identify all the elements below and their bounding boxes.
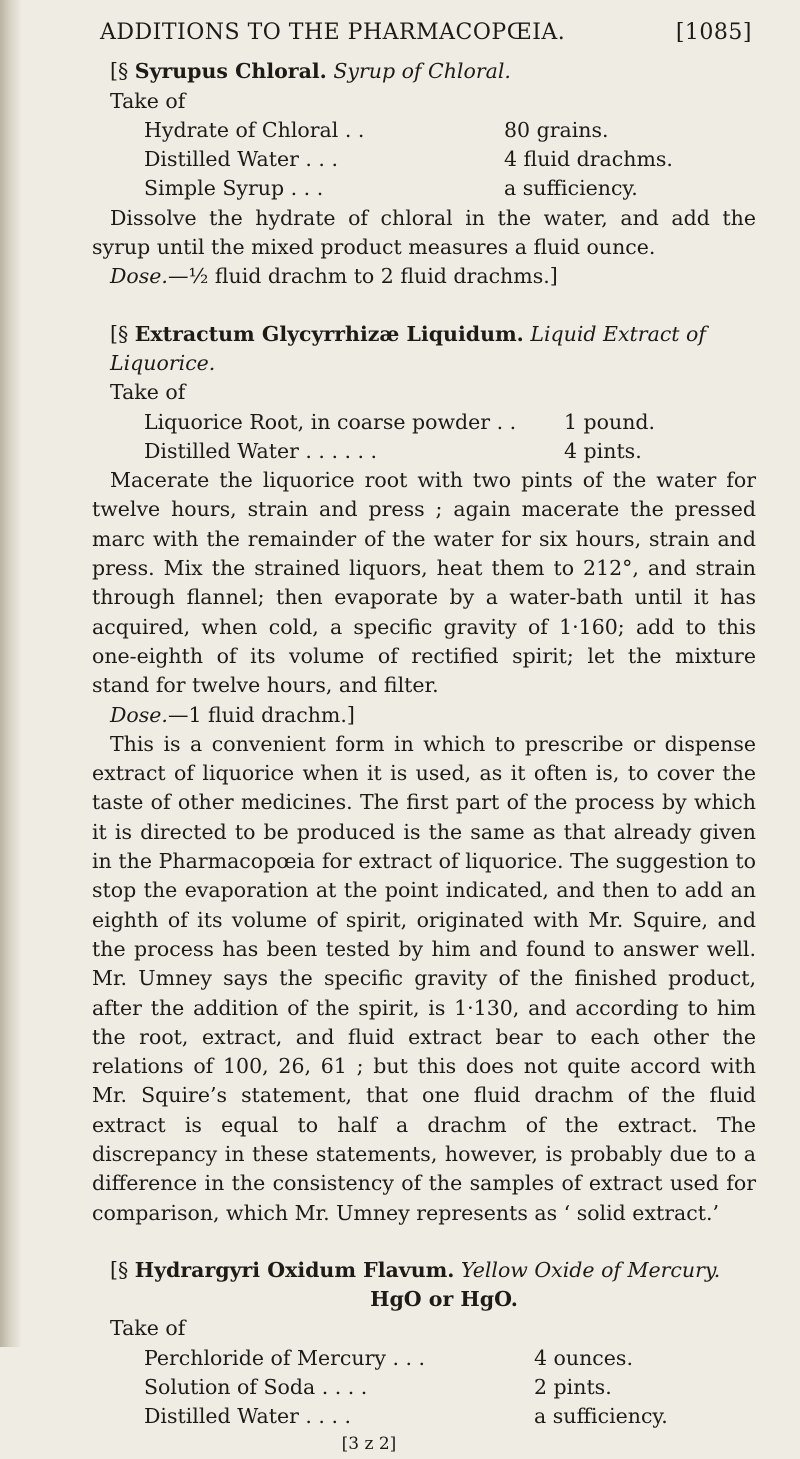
latin-name: Syrupus Chloral. [134, 59, 327, 84]
dose-text: —1 fluid drachm.] [167, 702, 355, 727]
ingredient-name: Distilled Water . . . [144, 147, 338, 172]
entry-heading [92, 320, 756, 379]
dose [92, 701, 756, 730]
running-head [92, 18, 756, 47]
ingredient-quantity: 4 fluid drachms. [504, 147, 673, 172]
ingredient-quantity: 4 pints. [564, 438, 642, 463]
ingredient-row [92, 1373, 756, 1402]
ingredient-quantity: 4 ounces. [534, 1345, 633, 1370]
commentary: This is a convenient form in which to prescribe or dispense extract of liquorice when it is used, as it often is, to cover the taste of other medicines. The first part of the process by which it is directed to be produced is the same as that already given in the Pharmacopœia for extract of liquorice. The suggestion to stop the evaporation at the point indicated, and then to add an eighth of its volume of spirit, originated with Mr. Squire, and the process has been tested by him and found to answer well. Mr. Umney says the specific gravity of the finished product, after the addition of the spirit, is 1·130, and according to him the root, extract, and fluid extract bear to each other the relations of 100, 26, 61 ; but this does not quite accord with Mr. Squire’s statement, that one fluid drachm of the fluid extract is equal to half a drachm of the extract. The discrepancy in these statements, however, is probably due to a difference in the consistency of the samples of extract used for comparison, which Mr. Umney represents as ‘ solid extract.’ [92, 731, 756, 1225]
ingredient-name: Distilled Water . . . . . . [144, 438, 378, 463]
ingredient-name: Solution of Soda . . . . [144, 1375, 368, 1400]
spacer [92, 1228, 756, 1256]
printer-signature: [3 z 2] [341, 1433, 397, 1454]
ingredient-quantity: 80 grains. [504, 117, 609, 142]
ingredient-name: Liquorice Root, in coarse powder . . [144, 409, 517, 434]
page-gutter-shadow [0, 0, 22, 1347]
english-name: Syrup of Chloral. [333, 59, 511, 84]
ingredient-row [92, 116, 756, 145]
dose-label: Dose. [110, 702, 168, 727]
ingredient-row [92, 408, 756, 437]
running-head-title: ADDITIONS TO THE PHARMACOPŒIA. [100, 20, 566, 45]
spacer [92, 292, 756, 320]
latin-name: Hydrargyri Oxidum Flavum. [134, 1257, 455, 1282]
entry-heading [92, 57, 756, 86]
entry-hydrargyri-oxidum-flavum [92, 1256, 756, 1459]
directions: Macerate the liquorice root with two pints of the water for twelve hours, strain and press ; again macerate the pressed marc with the remainder of the water for six hours, strain and press. Mix the strained liquors, heat them to 212°, and strain through flannel; then evaporate by a water-bath until it has acquired, when cold, a specific gravity of 1·160; add to this one-eighth of its volume of rectified spirit; let the mixture stand for twelve hours, and filter. [92, 468, 756, 698]
heading-bracket: [§ [110, 321, 135, 346]
ingredient-quantity: a sufficiency. [534, 1404, 668, 1429]
page-number: [1085] [675, 20, 752, 45]
ingredient-name: Simple Syrup . . . [144, 176, 324, 201]
english-name: Yellow Oxide of Mercury. [460, 1257, 721, 1282]
ingredient-quantity: 1 pound. [564, 409, 656, 434]
dose-label: Dose. [110, 264, 168, 289]
take-of: Take of [110, 1316, 186, 1341]
ingredient-name: Perchloride of Mercury . . . [144, 1345, 426, 1370]
ingredient-row [92, 1344, 756, 1373]
entry-syrupus-chloral [92, 57, 756, 291]
dose [92, 262, 756, 291]
ingredient-row [92, 174, 756, 203]
ingredient-name: Distilled Water . . . . [144, 1404, 352, 1429]
latin-name: Extractum Glycyrrhizæ Liquidum. [134, 321, 524, 346]
english-name: Liquid Extract of Liquorice. [110, 321, 706, 375]
book-page [92, 18, 756, 1459]
entry-heading [92, 1256, 756, 1285]
entry-extractum-glycyrrhizae [92, 320, 756, 1228]
ingredient-row [92, 145, 756, 174]
take-of: Take of [110, 88, 186, 113]
ingredient-row [92, 437, 756, 466]
ingredient-quantity: a sufficiency. [504, 176, 638, 201]
ingredient-quantity: 2 pints. [534, 1375, 612, 1400]
ingredient-row [92, 1402, 756, 1431]
directions: Dissolve the hydrate of chloral in the water, and add the syrup until the mixed product measures a fluid ounce. [92, 205, 756, 260]
take-of: Take of [110, 380, 186, 405]
heading-bracket: [§ [110, 59, 135, 84]
heading-bracket: [§ [110, 1257, 135, 1282]
dose-text: —½ fluid drachm to 2 fluid drachms.] [167, 264, 558, 289]
chemical-formula: HgO or HgO. [370, 1287, 518, 1312]
ingredient-name: Hydrate of Chloral . . [144, 117, 365, 142]
